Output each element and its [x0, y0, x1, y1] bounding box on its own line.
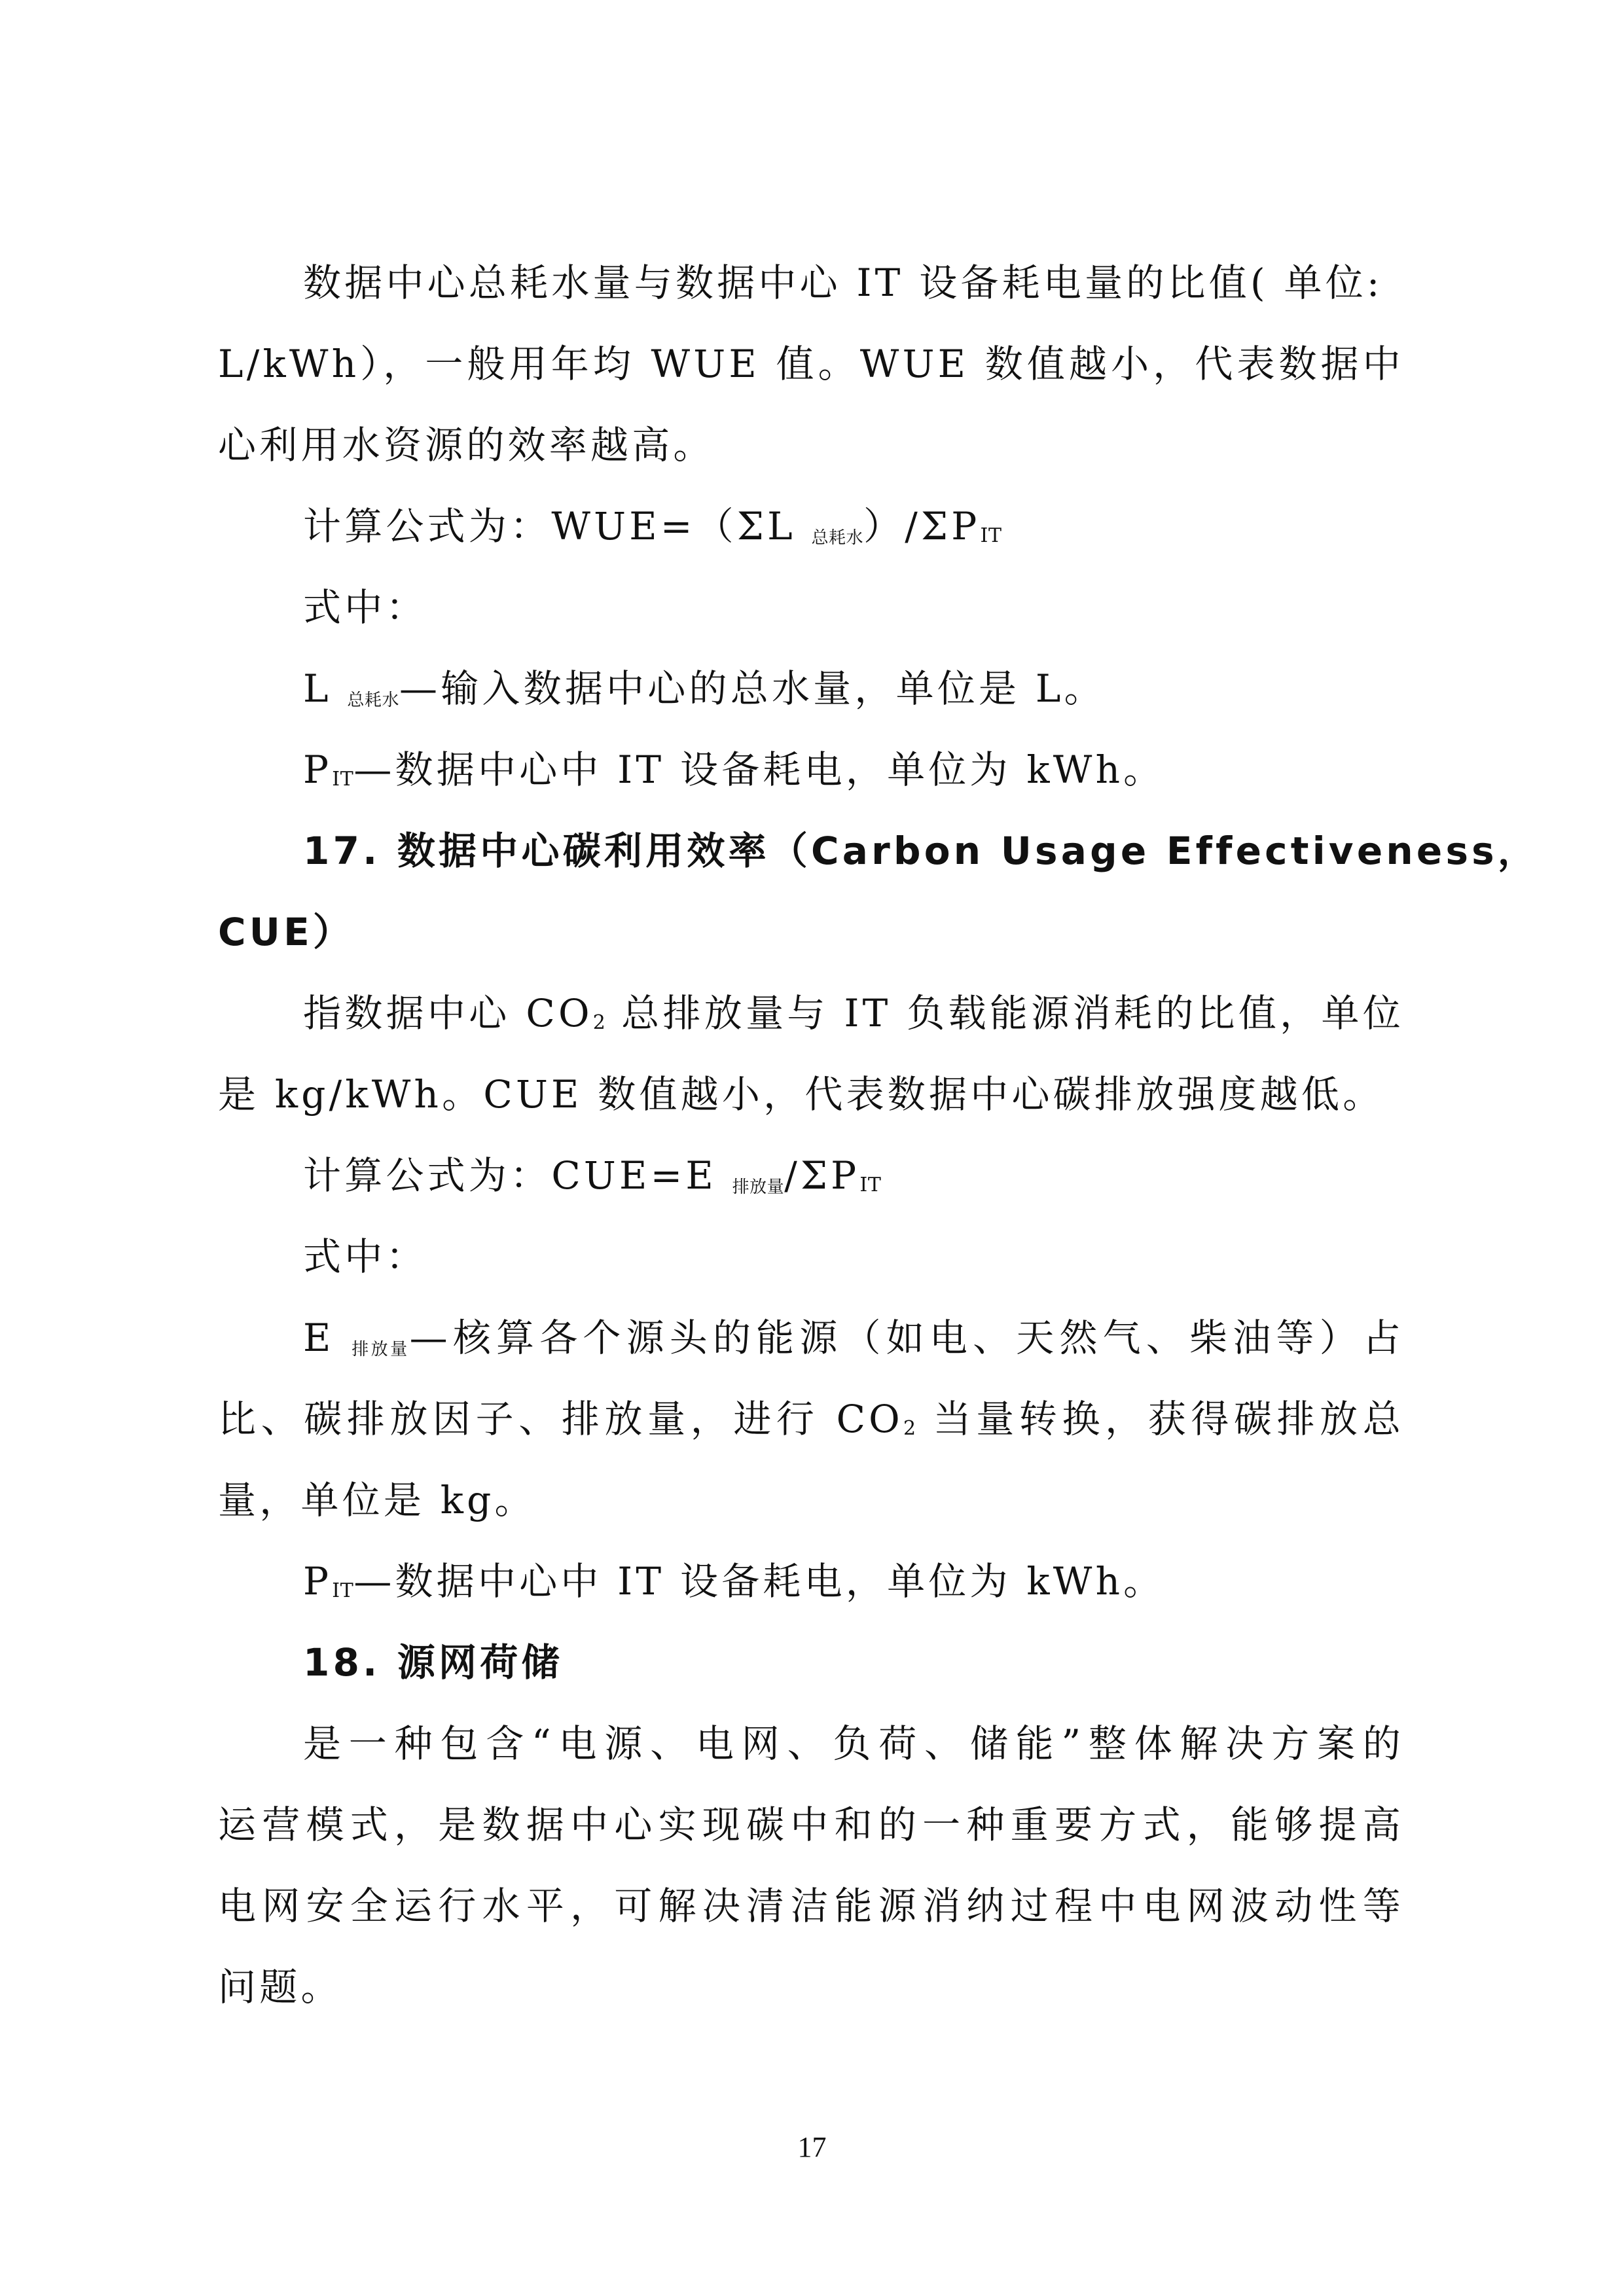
para-wue-line-3: 心利用水资源的效率越高。 — [218, 423, 715, 467]
para-cue-co2-subscript: 2 — [592, 1011, 606, 1034]
wue-formula — [218, 486, 1404, 567]
para-18-line-4: 问题。 — [218, 1965, 342, 2009]
definition-pit-2-subscript: IT — [332, 1579, 354, 1602]
where-label-1: 式中： — [303, 585, 427, 630]
wue-formula-subscript-it: IT — [980, 524, 1002, 547]
definition-e-subscript: 排放量 — [352, 1340, 410, 1359]
definition-l — [218, 648, 1404, 729]
wue-formula-subscript-water: 总耗水 — [811, 528, 864, 548]
wue-formula-prefix: 计算公式为：WUE=（ΣL — [303, 504, 812, 548]
document-body — [218, 242, 1540, 2028]
page-number: 17 — [797, 2131, 827, 2163]
wue-formula-mid: ）/ΣP — [863, 504, 981, 548]
para-18-line-2: 运营模式，是数据中心实现碳中和的一种重要方式，能够提高 — [218, 1803, 1404, 1847]
section-17-heading-line-2: CUE） — [218, 910, 355, 954]
definition-l-subscript: 总耗水 — [347, 691, 399, 710]
para-18-line-3: 电网安全运行水平，可解决清洁能源消纳过程中电网波动性等 — [218, 1884, 1404, 1928]
definition-e-line-2-b: 当量转换，获得碳排放总 — [916, 1397, 1404, 1441]
definition-e-line-3: 量，单位是 kg。 — [218, 1478, 536, 1522]
para-cue-line-1-b: 总排放量与 IT 负载能源消耗的比值，单位 — [605, 991, 1404, 1035]
definition-pit-2 — [218, 1541, 1404, 1622]
para-wue-line-2: L/kWh），一般用年均 WUE 值。WUE 数值越小，代表数据中 — [218, 342, 1404, 386]
definition-e-line-2 — [218, 1378, 1404, 1460]
section-18-heading: 18. 源网荷储 — [303, 1640, 563, 1685]
definition-e-line-1-text: —核算各个源头的能源（如电、天然气、柴油等）占 — [409, 1316, 1404, 1360]
definition-l-text: —输入数据中心的总水量，单位是 L。 — [399, 666, 1106, 711]
para-cue-line-2: 是 kg/kWh。CUE 数值越小，代表数据中心碳排放强度越低。 — [218, 1072, 1384, 1117]
cue-formula-mid: /ΣP — [784, 1153, 860, 1198]
definition-pit-1 — [218, 729, 1404, 810]
definition-pit-2-text: —数据中心中 IT 设备耗电，单位为 kWh。 — [353, 1559, 1165, 1604]
definition-pit-2-var: P — [303, 1559, 333, 1604]
cue-formula — [218, 1135, 1404, 1216]
definition-l-var: L — [303, 666, 348, 711]
cue-formula-subscript-emission: 排放量 — [732, 1177, 785, 1197]
para-18-line-1: 是一种包含“电源、电网、负荷、储能”整体解决方案的 — [303, 1721, 1404, 1766]
para-cue-line-1 — [218, 973, 1404, 1054]
para-cue-line-1-a: 指数据中心 CO — [303, 991, 593, 1035]
cue-formula-prefix: 计算公式为：CUE=E — [303, 1153, 732, 1198]
definition-e-co2-subscript: 2 — [903, 1417, 916, 1440]
section-17-heading-line-1: 17. 数据中心碳利用效率（Carbon Usage Effectiveness， — [303, 829, 1540, 873]
definition-pit-1-subscript: IT — [332, 768, 354, 791]
definition-e-line-1 — [218, 1297, 1404, 1378]
definition-e-var: E — [303, 1316, 352, 1360]
where-label-2: 式中： — [303, 1234, 427, 1279]
definition-e-line-2-a: 比、碳排放因子、排放量，进行 CO — [218, 1397, 903, 1441]
definition-pit-1-var: P — [303, 747, 333, 792]
cue-formula-subscript-it: IT — [859, 1174, 882, 1196]
para-wue-line-1: 数据中心总耗水量与数据中心 IT 设备耗电量的比值( 单位: — [303, 260, 1383, 305]
definition-pit-1-text: —数据中心中 IT 设备耗电，单位为 kWh。 — [353, 747, 1165, 792]
